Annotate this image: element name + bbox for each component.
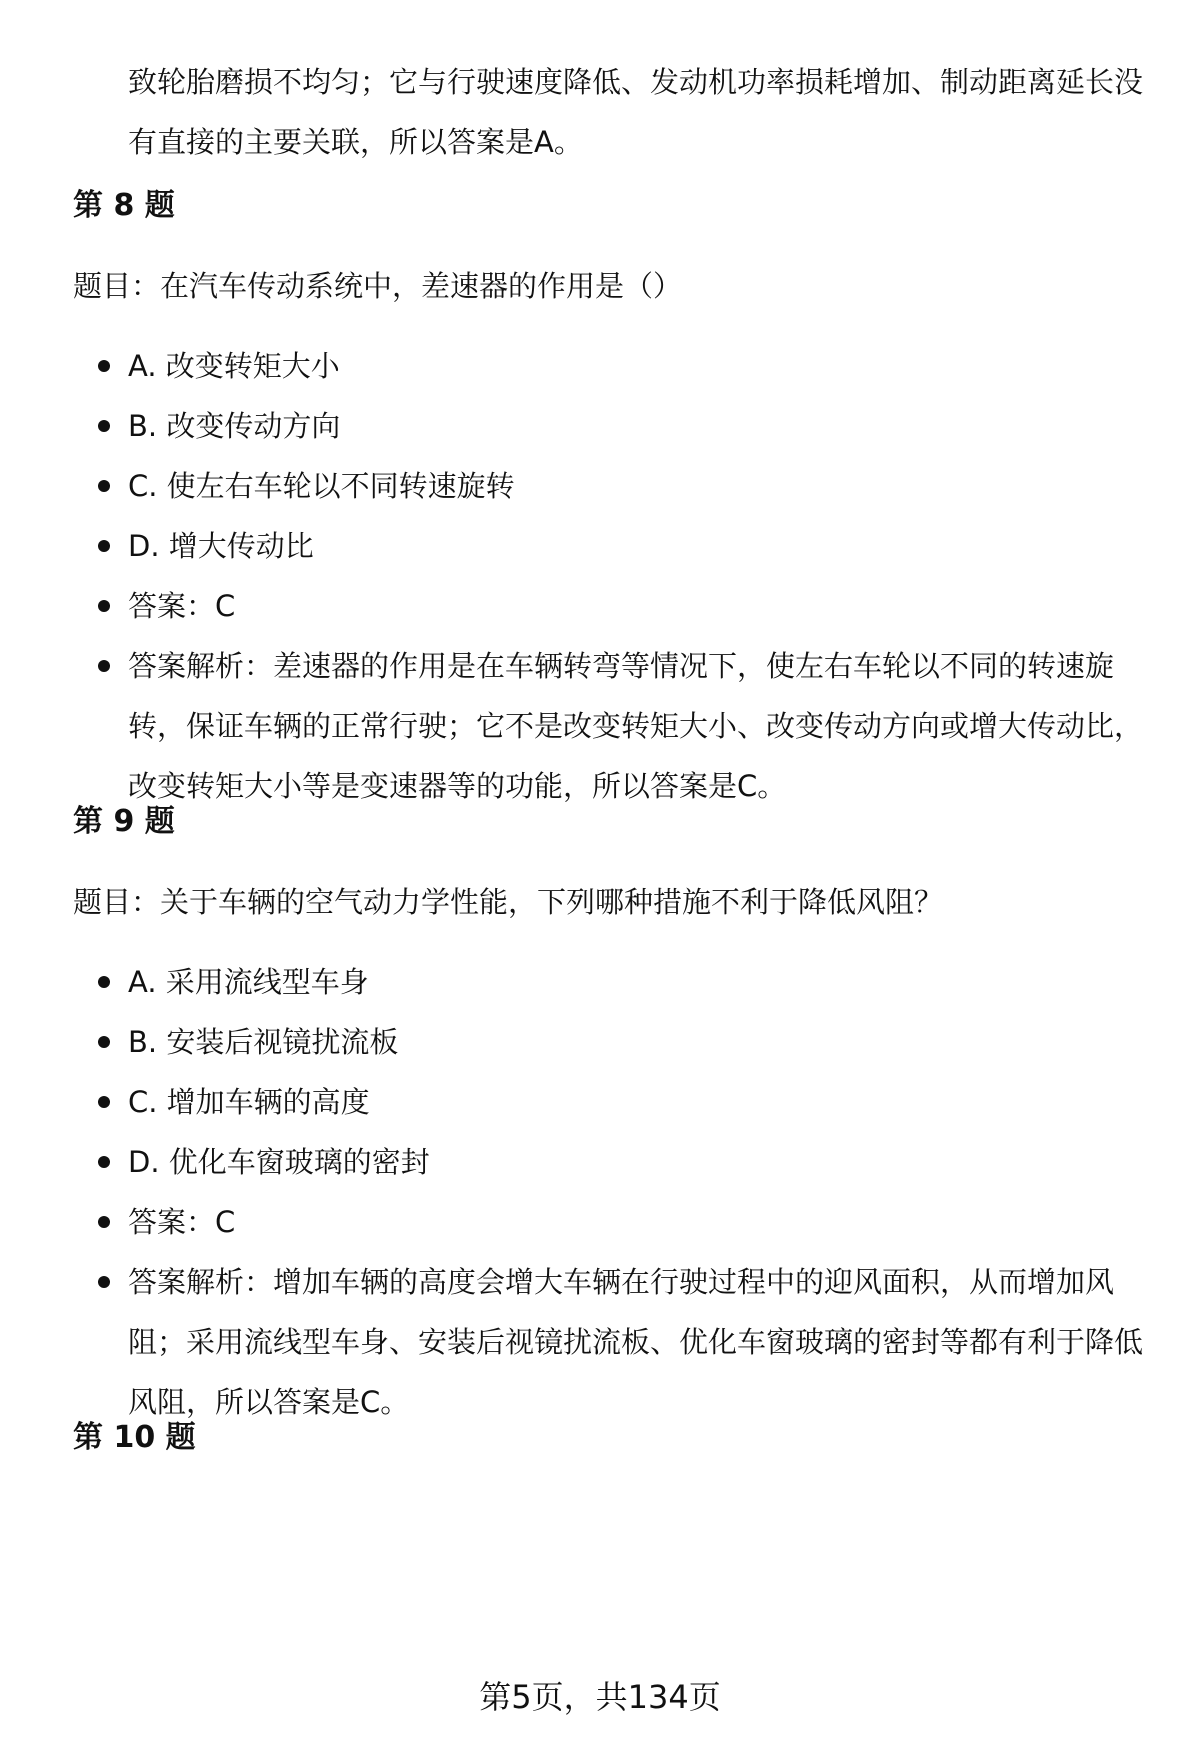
answer-item	[0, 1192, 1148, 1252]
explanation-item	[0, 636, 1148, 816]
explanation-text: 答案解析：增加车辆的高度会增大车辆在行驶过程中的迎风面积，从而增加风阻；采用流线型车身、安装后视镜扰流板、优化车窗玻璃的密封等都有利于降低风阻，所以答案是C。	[128, 1265, 1144, 1419]
bullet-icon	[98, 540, 110, 552]
option-text: A. 改变转矩大小	[128, 349, 340, 383]
answer-item	[0, 576, 1148, 636]
option-item	[0, 516, 1148, 576]
question-8-options	[0, 336, 1200, 816]
bullet-icon	[98, 660, 110, 672]
question-10-heading: 第 10 题	[73, 1420, 196, 1455]
bullet-icon	[98, 1036, 110, 1048]
question-9-heading: 第 9 题	[73, 804, 175, 839]
option-text: B. 安装后视镜扰流板	[128, 1025, 399, 1059]
bullet-icon	[98, 360, 110, 372]
bullet-icon	[98, 976, 110, 988]
question-8-stem: 题目：在汽车传动系统中，差速器的作用是（）	[73, 269, 683, 303]
question-8-heading: 第 8 题	[73, 188, 175, 223]
bullet-icon	[98, 600, 110, 612]
option-item	[0, 1012, 1148, 1072]
bullet-icon	[98, 1276, 110, 1288]
answer-text: 答案：C	[128, 1205, 236, 1239]
option-item	[0, 396, 1148, 456]
option-text: B. 改变传动方向	[128, 409, 341, 443]
bullet-icon	[98, 1156, 110, 1168]
option-item	[0, 336, 1148, 396]
option-text: D. 增大传动比	[128, 529, 314, 563]
bullet-icon	[98, 1216, 110, 1228]
bullet-icon	[98, 1096, 110, 1108]
option-text: C. 使左右车轮以不同转速旋转	[128, 469, 515, 503]
continuation-paragraph: 致轮胎磨损不均匀；它与行驶速度降低、发动机功率损耗增加、制动距离延长没有直接的主要关联，所以答案是A。	[128, 65, 1144, 159]
question-9-stem: 题目：关于车辆的空气动力学性能，下列哪种措施不利于降低风阻？	[73, 885, 944, 919]
page-number-footer: 第5页，共134页	[479, 1678, 721, 1716]
option-item	[0, 456, 1148, 516]
option-text: D. 优化车窗玻璃的密封	[128, 1145, 430, 1179]
bullet-icon	[98, 480, 110, 492]
answer-text: 答案：C	[128, 589, 236, 623]
option-item	[0, 1072, 1148, 1132]
explanation-text: 答案解析：差速器的作用是在车辆转弯等情况下，使左右车轮以不同的转速旋转，保证车辆的正常行驶；它不是改变转矩大小、改变传动方向或增大传动比，改变转矩大小等是变速器等的功能，所以答案是C。	[128, 649, 1144, 803]
question-9-options	[0, 952, 1200, 1432]
option-text: A. 采用流线型车身	[128, 965, 369, 999]
option-text: C. 增加车辆的高度	[128, 1085, 370, 1119]
option-item	[0, 952, 1148, 1012]
explanation-item	[0, 1252, 1148, 1432]
bullet-icon	[98, 420, 110, 432]
option-item	[0, 1132, 1148, 1192]
